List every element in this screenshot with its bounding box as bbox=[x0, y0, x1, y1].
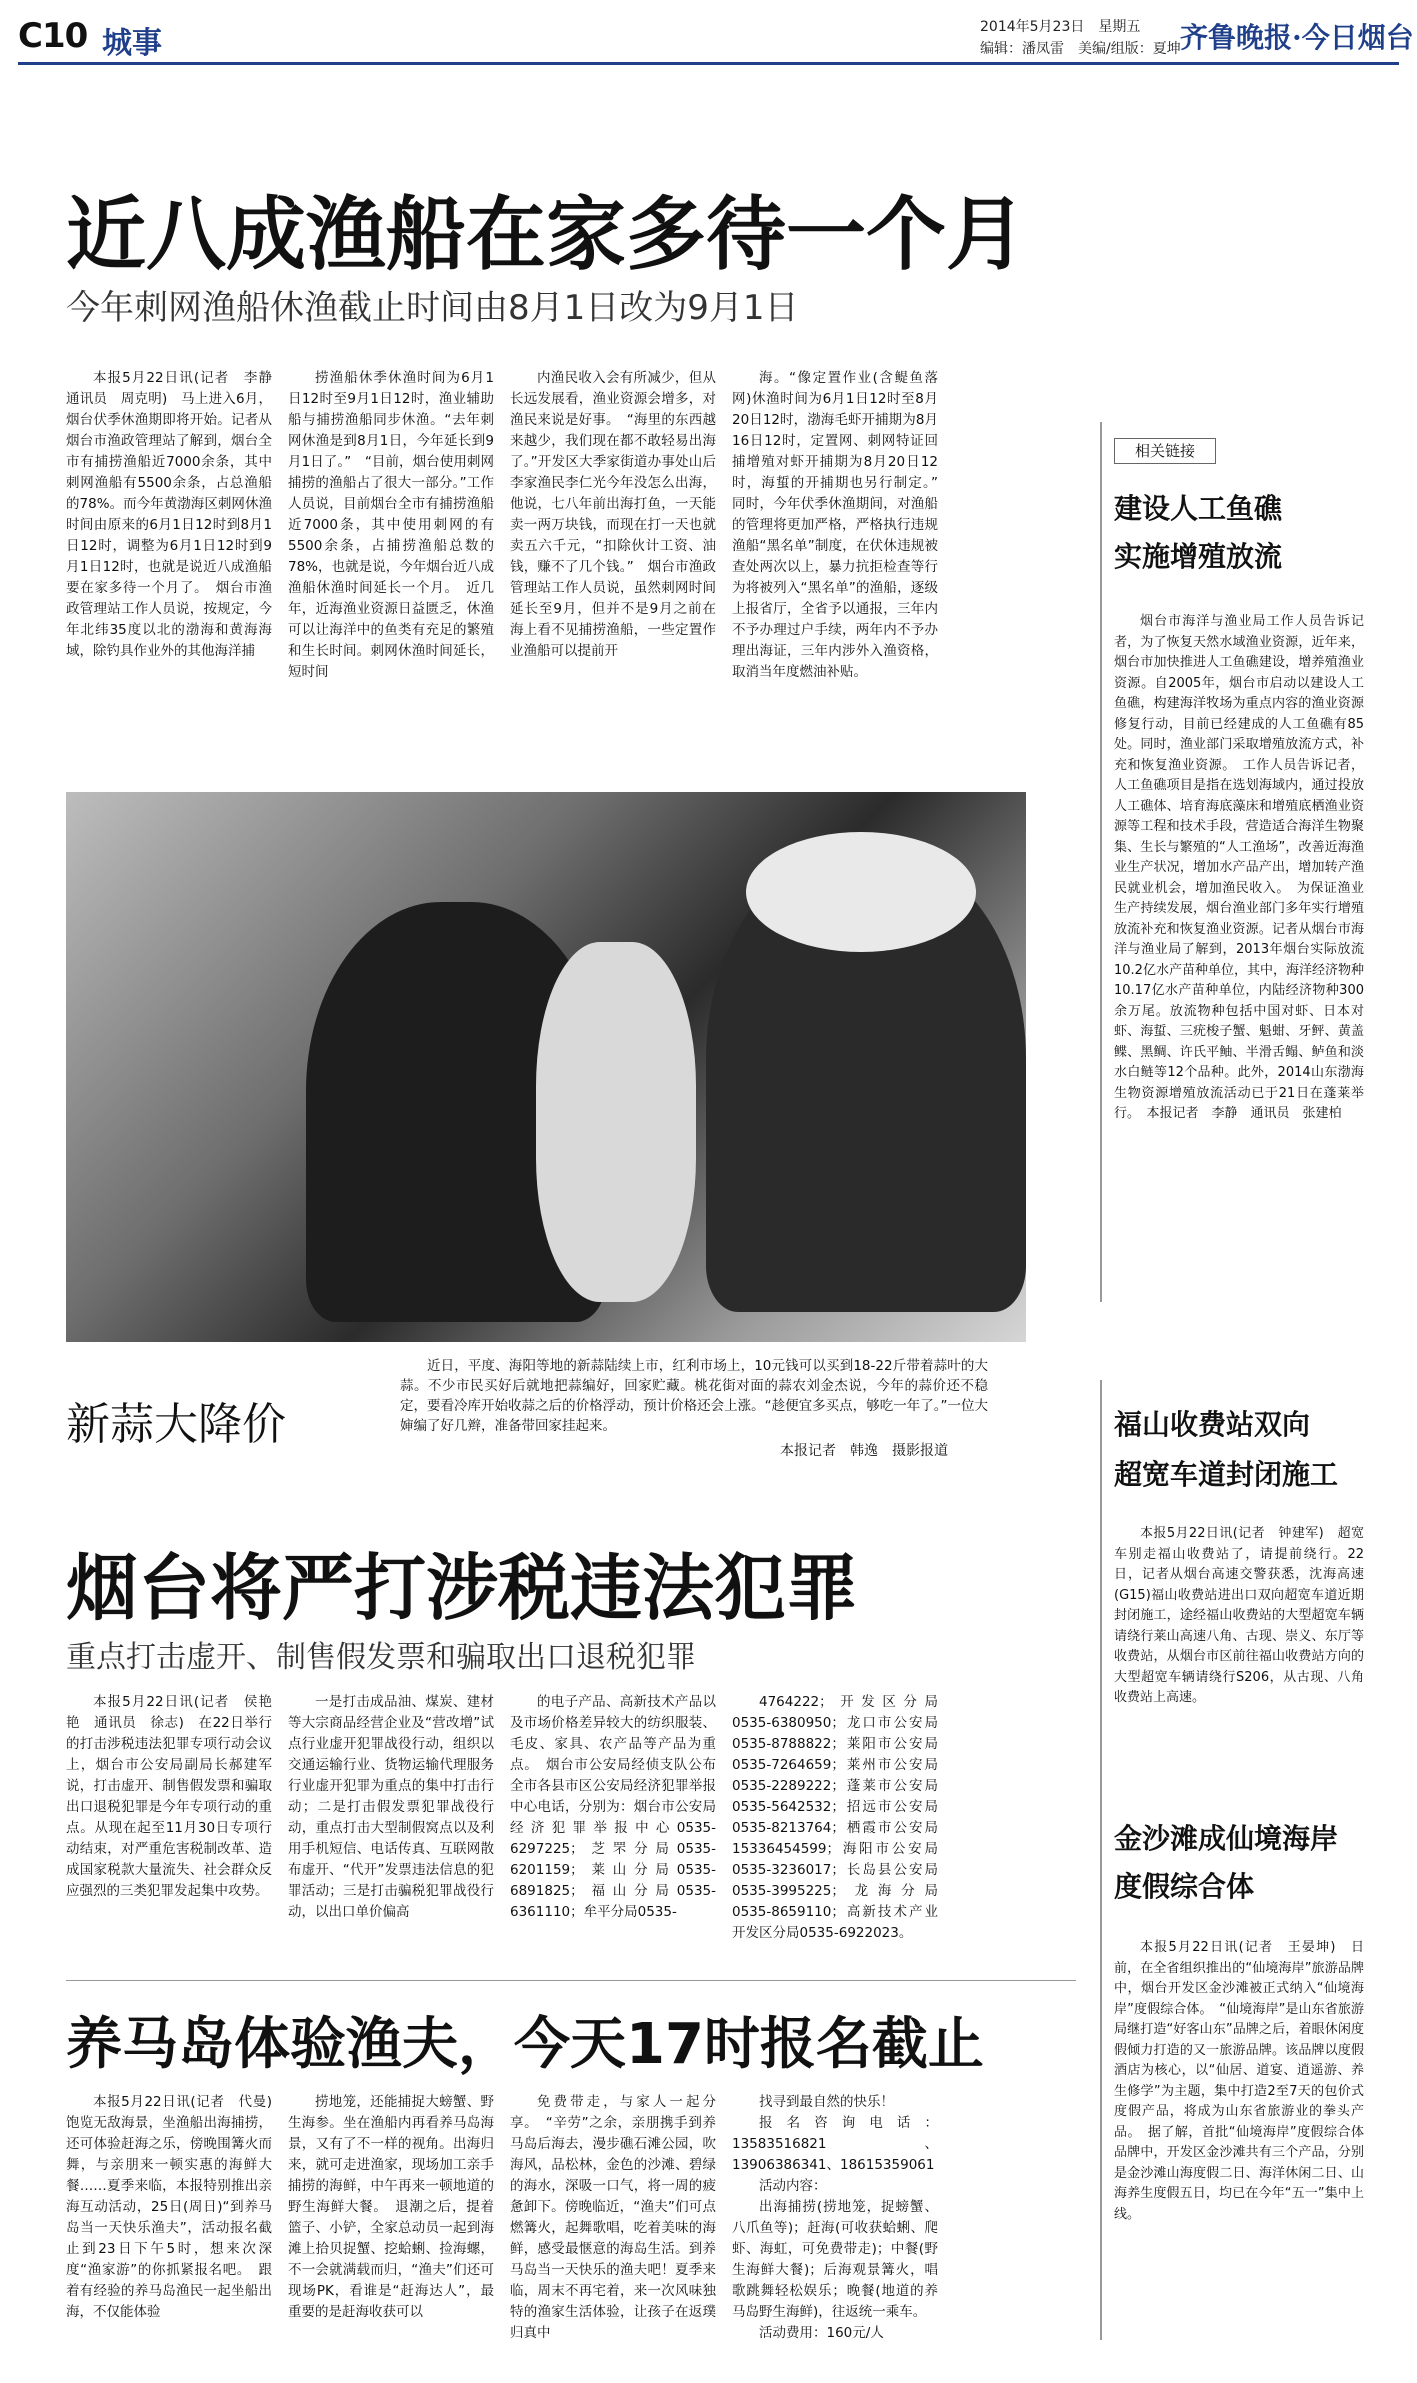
photo-sun-hat bbox=[746, 832, 976, 952]
article2-column-2: 一是打击成品油、煤炭、建材等大宗商品经营企业及“营改增”试点行业虚开犯罪战役行动，组织以交通运输行业、货物运输代理服务行业虚开犯罪为重点的集中打击行动；二是打击假发票犯罪战役行动，重点打击大型制假窝点以及利用手机短信、电话传真、互联网散布虚开、“代开”发票违法信息的犯罪活动；三是打击骗税犯罪战役行动，以出口单价偏高 bbox=[288, 1694, 494, 1920]
photo-credit: 本报记者 韩逸 摄影报道 bbox=[780, 1443, 948, 1459]
photo-caption: 近日，平度、海阳等地的新蒜陆续上市，红利市场上，10元钱可以买到18-22斤带着蒜叶的大蒜。不少市民买好后就地把蒜编好，回家贮藏。桃花街对面的蒜农刘金杰说，今年的蒜价还不稳定，要看冷库开始收蒜之后的价格浮动，预计价格还会上涨。“趁便宜多买点，够吃一年了。”一位大婶编了好几辫，准备带回家挂起来。 bbox=[400, 1358, 988, 1434]
article2-column-3: 的电子产品、高新技术产品以及市场价格差异较大的纺织服装、毛皮、家具、农产品等产品为重点。 烟台市公安局经侦支队公布全市各县市区公安局经济犯罪举报中心电话，分别为：烟台市公安局经济犯罪举报中心0535-6297225；芝罘分局0535-6201159；莱山分局0535-6891825；福山分局0535-6361110；牟平分局0535- bbox=[510, 1694, 716, 1920]
sidebar2-title-line1: 福山收费站双向 bbox=[1114, 1408, 1311, 1441]
sidebar3-title-line1: 金沙滩成仙境海岸 bbox=[1114, 1822, 1339, 1855]
sidebar3-title-line2: 度假综合体 bbox=[1114, 1870, 1255, 1903]
article3-closing-line: 找寻到最自然的快乐！ bbox=[759, 2094, 894, 2110]
editor-credits: 编辑：潘凤雷 美编/组版：夏坤 bbox=[980, 41, 1181, 57]
page-number: C10 bbox=[18, 16, 88, 56]
sidebar3-body: 本报5月22日讯(记者 王晏坤) 日前，在全省组织推出的“仙境海岸”旅游品牌中，烟台开发区金沙滩被正式纳入“仙境海岸”度假综合体。 “仙境海岸”是山东省旅游局继打造“好客山东”品牌之后，着眼休闲度假倾力打造的又一旅游品牌。该品牌以度假酒店为核心，以“仙居、道宴、逍遥游、养生修学”为主题，集中打造2至7天的包价式度假产品，将成为山东省旅游业的拳头产品。 据了解，首批“仙境海岸”度假综合体品牌中，开发区金沙滩共有三个产品，分别是金沙滩山海度假二日、海洋休闲二日、山海养生度假五日，均已在今年“五一”集中上线。 bbox=[1114, 1940, 1364, 2222]
newspaper-brand: 齐鲁晚报·今日烟台 bbox=[1180, 21, 1414, 54]
article3-activity-heading: 活动内容： bbox=[759, 2178, 827, 2194]
article3-column-1: 本报5月22日讯(记者 代曼) 饱览无敌海景，坐渔船出海捕捞，还可体验赶海之乐，傍晚围篝火而舞，与亲朋来一顿实惠的海鲜大餐……夏季来临，本报特别推出亲海互动活动，25日(周日)“到养马岛当一天快乐渔夫”，活动报名截止到23日下午5时，想来次深度“渔家游”的你抓紧报名吧。 跟着有经验的养马岛渔民一起坐船出海，不仅能体验 bbox=[66, 2094, 286, 2320]
article2-column-4: 4764222；开发区分局0535-6380950；龙口市公安局0535-8788822；莱阳市公安局0535-7264659；莱州市公安局0535-2289222；蓬莱市公安局0535-5642532；招远市公安局0535-8213764；栖霞市公安局15336454599；海阳市公安局0535-3236017；长岛县公安局0535-3995225；龙海分局0535-8659110；高新技术产业开发区分局0535-6922023。 bbox=[732, 1694, 938, 1941]
sidebar-divider bbox=[1100, 422, 1102, 1302]
related-link-tag: 相关链接 bbox=[1114, 438, 1216, 464]
garlic-market-photo bbox=[66, 792, 1026, 1342]
article3-column-3: 免费带走，与家人一起分享。 “辛劳”之余，亲朋携手到养马岛后海去，漫步礁石滩公园，吹海风，品松林，金色的沙滩、碧绿的海水，深吸一口气，将一周的疲惫卸下。傍晚临近，“渔夫”们可点燃篝火，起舞歌唱，吃着美味的海鲜，感受最惬意的海岛生活。到养马岛当一天快乐的渔夫吧！夏季来临，周末不再宅着，来一次风味独特的渔家生活体验，让孩子在返璞归真中 bbox=[510, 2094, 716, 2341]
article2-title: 烟台将严打涉税违法犯罪 bbox=[66, 1545, 859, 1630]
article1-column-3: 内渔民收入会有所减少，但从长远发展看，渔业资源会增多，对渔民来说是好事。 “海里的东西越来越少，我们现在都不敢轻易出海了。”开发区大季家街道办事处山后李家渔民李仁光今年没怎么出海，他说，七八年前出海打鱼，一天能卖一两万块钱，而现在打一天也就卖五六千元，“扣除伙计工资、油钱，赚不了几个钱。” 烟台市渔政管理站工作人员说，虽然刺网时间延长至9月，但并不是9月之前在海上看不见捕捞渔船，一些定置作业渔船可以提前开 bbox=[510, 370, 716, 659]
article3-top-rule bbox=[66, 1980, 1076, 1981]
sidebar1-title-line2: 实施增殖放流 bbox=[1114, 540, 1283, 573]
sidebar-divider-lower bbox=[1100, 1380, 1102, 2340]
article2-column-1: 本报5月22日讯(记者 侯艳艳 通讯员 徐志) 在22日举行的打击涉税违法犯罪专项行动会议上，烟台市公安局副局长郝建军说，打击虚开、制售假发票和骗取出口退税犯罪是今年专项行动的重点。从现在起至11月30日专项行动结束，对严重危害税制改革、造成国家税款大量流失、社会群众反应强烈的三类犯罪发起集中攻势。 bbox=[66, 1694, 272, 1899]
sidebar1-body: 烟台市海洋与渔业局工作人员告诉记者，为了恢复天然水域渔业资源，近年来，烟台市加快推进人工鱼礁建设，增养殖渔业资源。自2005年，烟台市启动以建设人工鱼礁，构建海洋牧场为重点内容的渔业资源修复行动，目前已经建成的人工鱼礁有85处。同时，渔业部门采取增殖放流方式，补充和恢复渔业资源。 工作人员告诉记者，人工鱼礁项目是指在选划海域内，通过投放人工礁体、培育海底藻床和增殖底栖渔业资源等工程和技术手段，营造适合海洋生物聚集、生长与繁殖的“人工渔场”，改善近海渔业生产状况，增加水产品产出，增加转产渔民就业机会，增加渔民收入。 为保证渔业生产持续发展，烟台渔业部门多年实行增殖放流补充和恢复渔业资源。记者从烟台市海洋与渔业局了解到，2013年烟台实际放流10.2亿水产苗种单位，其中，海洋经济物种10.17亿水产苗种单位，内陆经济物种300余万尾。放流物种包括中国对虾、日本对虾、海蜇、三疣梭子蟹、魁蚶、牙鲆、黄盖鲽、黑鲷、许氏平鲉、半滑舌鳎、鲈鱼和淡水白鲢等12个品种。此外，2014山东渤海生物资源增殖放流活动已于21日在蓬莱举行。 本报记者 李静 通讯员 张建柏 bbox=[1114, 614, 1364, 1121]
article1-column-4: 海。“像定置作业(含鳀鱼落网)休渔时间为6月1日12时至8月20日12时，渤海毛虾开捕期为8月16日12时，定置网、刺网特证回捕增殖对虾开捕期为8月20日12时，海蜇的开捕期也另行制定。” 同时，今年伏季休渔期间，对渔船的管理将更加严格，严格执行违规渔船“黑名单”制度，在伏休违规被查处两次以上，暴力抗拒检查等行为将被列入“黑名单”的渔船，逐级上报省厅，全省予以通报，三年内不予办理过户手续，两年内不予办理出海证，三年内涉外入渔资格，取消当年度燃油补贴。 bbox=[732, 370, 952, 680]
photo-garlic-braid bbox=[536, 942, 696, 1302]
sidebar1-title-line1: 建设人工鱼礁 bbox=[1114, 492, 1283, 525]
article3-title: 养马岛体验渔夫，今天17时报名截止 bbox=[66, 2012, 984, 2077]
article1-column-2: 捞渔船休季休渔时间为6月1日12时至9月1日12时，渔业辅助船与捕捞渔船同步休渔。“去年刺网休渔是到8月1日，今年延长到9月1日了。” “目前，烟台使用刺网捕捞的渔船占了很大一部分。”工作人员说，目前烟台全市有捕捞渔船近7000条，其中使用刺网的有5500余条，占捕捞渔船总数的78%，也就是说，今年烟台近八成渔船休渔时间延长一个月。 近几年，近海渔业资源日益匮乏，休渔可以让海洋中的鱼类有充足的繁殖和生长时间。刺网休渔时间延长，短时间 bbox=[288, 370, 494, 680]
article1-subtitle: 今年刺网渔船休渔截止时间由8月1日改为9月1日 bbox=[66, 288, 799, 328]
issue-date: 2014年5月23日 星期五 bbox=[980, 19, 1141, 35]
article3-signup-phones: 报名咨询电话：13583516821、13906386341、18615359061 bbox=[732, 2115, 938, 2173]
header-meta bbox=[980, 16, 1181, 60]
article2-subtitle: 重点打击虚开、制售假发票和骗取出口退税犯罪 bbox=[66, 1640, 696, 1675]
header-rule bbox=[18, 62, 1399, 65]
section-name: 城事 bbox=[102, 26, 162, 61]
article1-column-1: 本报5月22日讯(记者 李静 通讯员 周克明) 马上进入6月，烟台伏季休渔期即将开始。记者从烟台市渔政管理站了解到，烟台全市有捕捞渔船近7000余条，其中刺网渔船有5500余条，占总渔船的78%。而今年黄渤海区刺网休渔时间由原来的6月1日12时到8月1日12时，调整为6月1日12时到9月1日12时，也就是说近八成渔船要在家多待一个月了。 烟台市渔政管理站工作人员说，按规定，今年北纬35度以北的渤海和黄海海域，除钓具作业外的其他海洋捕 bbox=[66, 370, 286, 659]
article1-title: 近八成渔船在家多待一个月 bbox=[66, 187, 1026, 281]
sidebar2-title-line2: 超宽车道封闭施工 bbox=[1114, 1458, 1339, 1491]
sidebar2-body: 本报5月22日讯(记者 钟建军) 超宽车别走福山收费站了，请提前绕行。22日，记者从烟台高速交警获悉，沈海高速(G15)福山收费站进出口双向超宽车道近期封闭施工，途经福山收费站的大型超宽车辆请绕行莱山高速八角、古现、崇义、东厅等收费站，从烟台市区前往福山收费站方向的大型超宽车辆请绕行S206，从古现、八角收费站上高速。 bbox=[1114, 1526, 1364, 1705]
article3-column-2: 捞地笼，还能捕捉大螃蟹、野生海参。坐在渔船内再看养马岛海景，又有了不一样的视角。出海归来，就可走进渔家，现场加工亲手捕捞的海鲜，中午再来一顿地道的野生海鲜大餐。 退潮之后，提着篮子、小铲，全家总动员一起到海滩上拾贝捉蟹、挖蛤蜊、捡海螺，不一会就满载而归，“渔夫”们还可现场PK，看谁是“赶海达人”，最重要的是赶海收获可以 bbox=[288, 2094, 494, 2320]
article3-column-4 bbox=[732, 2092, 938, 2344]
article3-activity-content: 出海捕捞(捞地笼，捉螃蟹、八爪鱼等)；赶海(可收获蛤蜊、爬虾、海虹，可免费带走)；中餐(野生海鲜大餐)；后海观景篝火，唱歌跳舞轻松娱乐；晚餐(地道的养马岛野生海鲜)，往返统一乘车。 bbox=[732, 2199, 938, 2320]
photo-title: 新蒜大降价 bbox=[66, 1399, 286, 1450]
article3-activity-fee: 活动费用：160元/人 bbox=[759, 2325, 884, 2341]
